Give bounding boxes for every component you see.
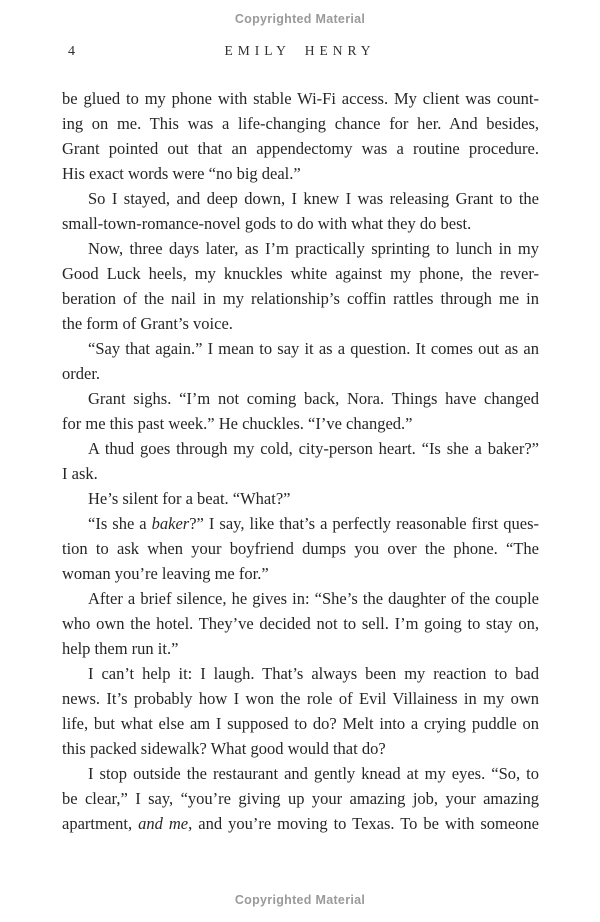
text-line: His exact words were “no big deal.” xyxy=(62,164,301,183)
text-line: Now, three days later, as I’m practically sprinting to lunch in my xyxy=(88,239,539,258)
text-line: I ask. xyxy=(62,464,98,483)
text-line: help them run it.” xyxy=(62,639,179,658)
paragraph xyxy=(62,336,539,386)
text-line: He’s silent for a beat. “What?” xyxy=(88,489,291,508)
paragraph xyxy=(62,586,539,661)
text-line: I stop outside the restaurant and gently knead at my eyes. “So, to xyxy=(88,764,539,783)
text-line: Good Luck heels, my knuckles white against my phone, the rever- xyxy=(62,264,539,283)
text-line: for me this past week.” He chuckles. “I’ve changed.” xyxy=(62,414,413,433)
text-line: A thud goes through my cold, city-person heart. “Is she a baker?” xyxy=(88,439,539,458)
text-line: be clear,” I say, “you’re giving up your amazing job, your amazing xyxy=(62,789,539,808)
text-line: be glued to my phone with stable Wi-Fi access. My client was count- xyxy=(62,89,539,108)
paragraph xyxy=(62,486,539,511)
paragraph xyxy=(62,511,539,586)
paragraph xyxy=(62,761,539,836)
text-line: the form of Grant’s voice. xyxy=(62,314,233,333)
text-line: beration of the nail in my relationship’s coffin rattles through me in xyxy=(62,289,539,308)
paragraph xyxy=(62,186,539,236)
text-line: small-town-romance-novel gods to do with what they do best. xyxy=(62,214,472,233)
text-line: After a brief silence, he gives in: “She’s the daughter of the couple xyxy=(88,589,539,608)
text-line: So I stayed, and deep down, I knew I was releasing Grant to the xyxy=(88,189,539,208)
paragraph xyxy=(62,86,539,186)
running-title-author: EMILY HENRY xyxy=(224,43,376,58)
paragraph xyxy=(62,661,539,761)
text-line: this packed sidewalk? What good would that do? xyxy=(62,739,386,758)
text-line: news. It’s probably how I won the role of Evil Villainess in my own xyxy=(62,689,539,708)
text-line: ing on me. This was a life-changing chance for her. And besides, xyxy=(62,114,539,133)
paragraph xyxy=(62,436,539,486)
copyright-notice-top: Copyrighted Material xyxy=(234,12,366,26)
paragraph xyxy=(62,236,539,336)
text-line: “Say that again.” I mean to say it as a question. It comes out as an xyxy=(88,339,539,358)
text-line: life, but what else am I supposed to do? Melt into a crying puddle on xyxy=(62,714,539,733)
page-body xyxy=(62,86,539,836)
text-line: apartment, and me, and you’re moving to Texas. To be with someone xyxy=(62,814,540,833)
text-line: I can’t help it: I laugh. That’s always been my reaction to bad xyxy=(88,664,539,683)
page-number: 4 xyxy=(68,44,76,59)
text-line: woman you’re leaving me for.” xyxy=(62,564,269,583)
text-line: who own the hotel. They’ve decided not to sell. I’m going to stay on, xyxy=(62,614,539,633)
text-line: “Is she a baker?” I say, like that’s a perfectly reasonable first ques- xyxy=(88,514,539,533)
text-line: Grant pointed out that an appendectomy was a routine procedure. xyxy=(62,139,539,158)
text-line: tion to ask when your boyfriend dumps you over the phone. “The xyxy=(62,539,539,558)
text-line: Grant sighs. “I’m not coming back, Nora. Things have changed xyxy=(88,389,539,408)
paragraph xyxy=(62,386,539,436)
text-line: order. xyxy=(62,364,101,383)
running-head xyxy=(62,42,538,60)
copyright-notice-bottom: Copyrighted Material xyxy=(234,893,366,907)
